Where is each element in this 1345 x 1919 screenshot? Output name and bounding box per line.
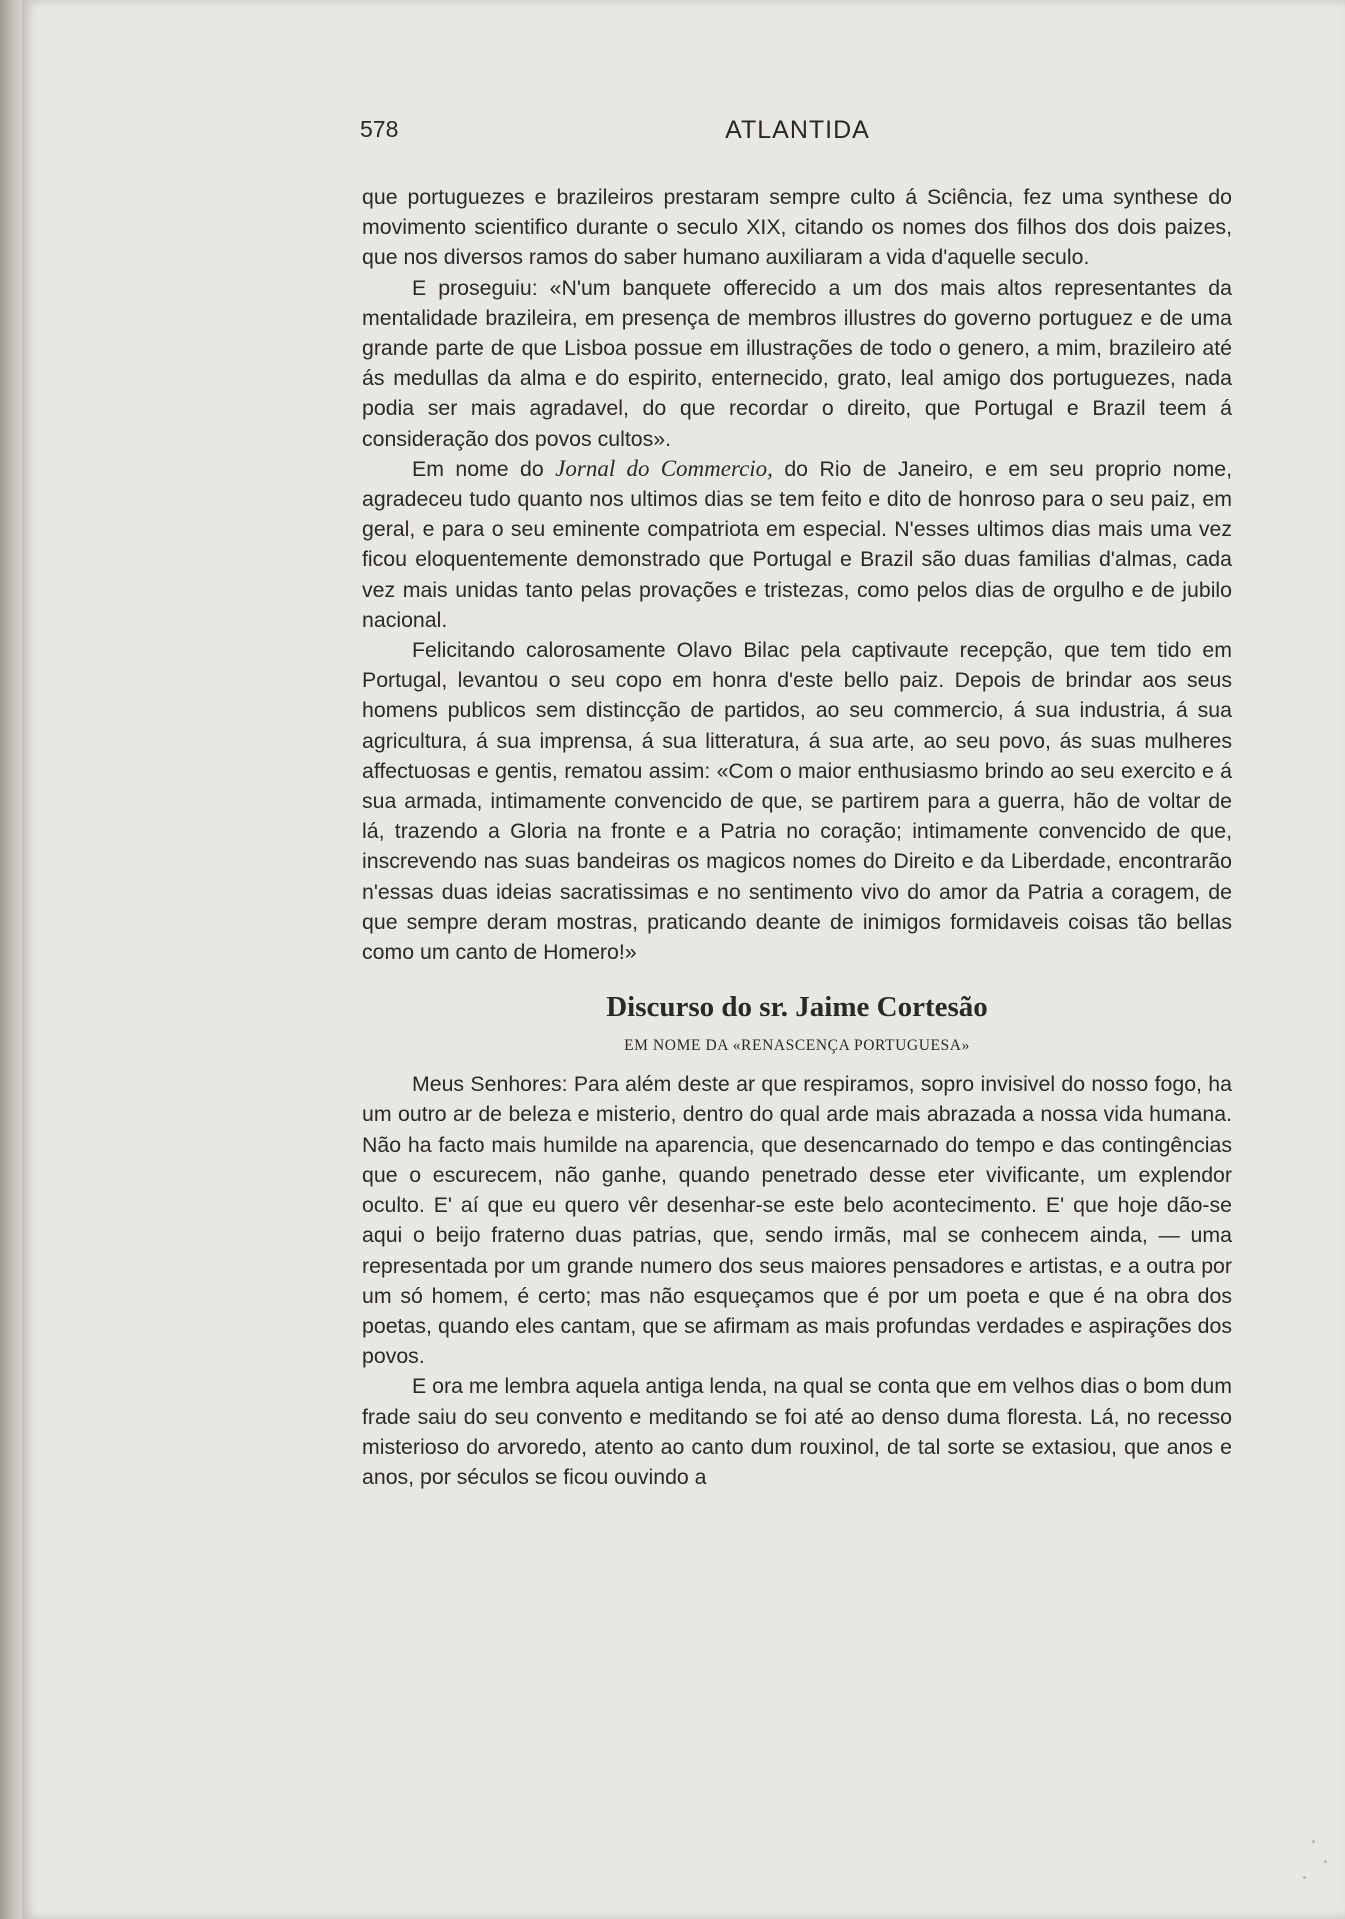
newspaper-title: Jornal do Commercio, xyxy=(555,455,773,481)
page-body xyxy=(362,182,1232,1492)
paper-speck xyxy=(1324,1860,1327,1863)
paragraph: Meus Senhores: Para além deste ar que respiramos, sopro invisivel do nosso fogo, ha um outro ar de beleza e misterio, dentro do qual arde mais abrazada a nossa vida humana. Não ha facto mais humilde na aparencia, que desencarnado do tempo e das contingências que o escurecem, não ganhe, quando penetrado desse eter vivificante, um explendor oculto. E' aí que eu quero vêr desenhar-se este belo acontecimento. E' que hoje dão-se aqui o beijo fraterno duas patrias, que, sendo irmãs, mal se conhecem ainda, — uma representada por um grande numero dos seus maiores pensadores e artistas, e a outra por um só homem, é certo; mas não esqueçamos que é por um poeta e que é na obra dos poetas, quando eles cantam, que se afirmam as mais profundas verdades e aspirações dos povos. xyxy=(362,1072,1232,1369)
page-edge xyxy=(0,0,22,1919)
section-heading: Discurso do sr. Jaime Cortesão xyxy=(606,991,988,1024)
paper-speck xyxy=(1312,1840,1315,1843)
paragraph: que portuguezes e brazileiros prestaram sempre culto á Sciência, fez uma synthese do movimento scientifico durante o seculo XIX, citando os nomes dos filhos dos dois paizes, que nos diversos ramos do saber humano auxiliaram a vida d'aquelle seculo. xyxy=(362,185,1232,270)
running-title: ATLANTIDA xyxy=(725,116,870,144)
paragraph xyxy=(362,454,1232,635)
paragraph-text: Em nome do xyxy=(412,456,556,481)
paragraph-text: do Rio de Janeiro, e em seu proprio nome, agradeceu tudo quanto nos ultimos dias se tem feito e dito de honroso para o seu paiz, em geral, e para o seu eminente compatriota em especial. N'esses ultimos dias mais uma vez ficou eloquentemente demonstrado que Portugal e Brazil são duas familias d'almas, cada vez mais unidas tanto pelas provações e tristezas, como pelos dias de orgulho e de jubilo nacional. xyxy=(362,456,1232,632)
page-header xyxy=(360,116,1235,152)
page-number: 578 xyxy=(360,116,399,142)
paragraph: Felicitando calorosamente Olavo Bilac pela captivaute recepção, que tem tido em Portugal, levantou o seu copo em honra d'este bello paiz. Depois de brindar aos seus homens publicos sem distincção de partidos, ao seu commercio, á sua industria, á sua agricultura, á sua imprensa, á sua litteratura, á sua arte, ao seu povo, ás suas mulheres affectuosas e gentis, rematou assim: «Com o maior enthusiasmo brindo ao seu exercito e á sua armada, intimamente convencido de que, se partirem para a guerra, hão de voltar de lá, trazendo a Gloria na fronte e a Patria no coração; intimamente convencido de que, inscrevendo nas suas bandeiras os magicos nomes do Direito e da Liberdade, encontrarão n'essas duas ideias sacratissimas e no sentimento vivo do amor da Patria a coragem, de que sempre deram mostras, praticando deante de inimigos formidaveis coisas tão bellas como um canto de Homero!» xyxy=(362,638,1232,965)
section-subheading: EM NOME DA «RENASCENÇA PORTUGUESA» xyxy=(624,1037,970,1055)
paper-speck xyxy=(1303,1876,1306,1879)
paragraph: E proseguiu: «N'um banquete offerecido a um dos mais altos representantes da mentalidade brazileira, em presença de membros illustres do governo portuguez e de uma grande parte de que Lisboa possue em illustrações de todo o genero, a mim, brazileiro até ás medullas da alma e do espirito, enternecido, grato, leal amigo dos portuguezes, nada podia ser mais agradavel, do que recordar o direito, que Portugal e Brazil teem á consideração dos povos cultos». xyxy=(362,275,1232,451)
paragraph: E ora me lembra aquela antiga lenda, na qual se conta que em velhos dias o bom dum frade saiu do seu convento e meditando se foi até ao denso duma floresta. Lá, no recesso misterioso do arvoredo, atento ao canto dum rouxinol, de tal sorte se extasiou, que anos e anos, por séculos se ficou ouvindo a xyxy=(362,1374,1232,1489)
